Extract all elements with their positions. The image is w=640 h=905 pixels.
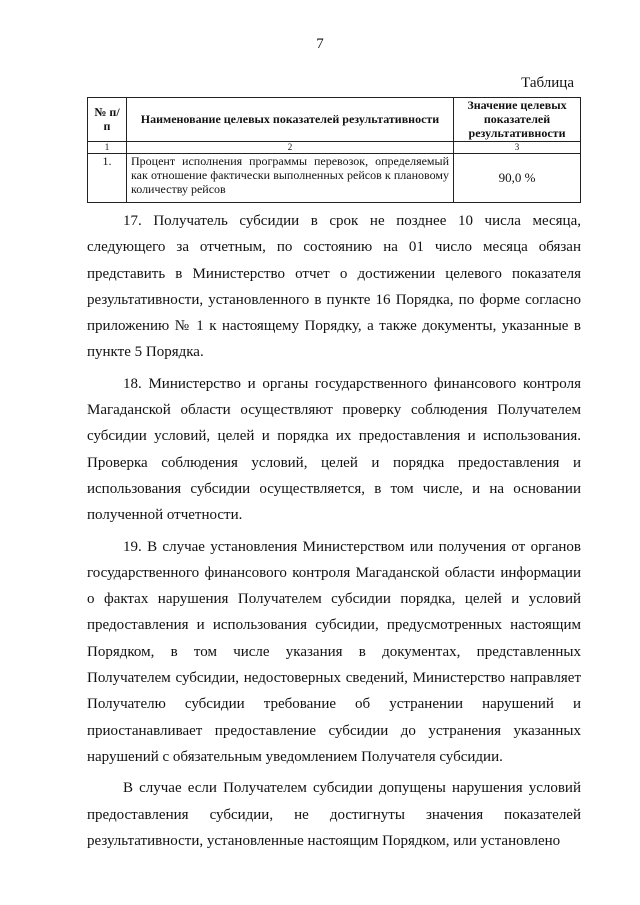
indicators-table <box>87 97 581 203</box>
header-indicator-name: Наименование целевых показателей результативности <box>127 98 454 142</box>
header-number: № п/п <box>88 98 127 142</box>
paragraph-18: 18. Министерство и органы государственного финансового контроля Магаданской области осуществляют проверку соблюдения Получателем субсидии условий, целей и порядка их предоставления и использования. Проверка соблюдения условий, целей и порядка предоставления и использования субсидии осуществляется, в том числе, и на основании полученной отчетности. <box>87 375 581 524</box>
paragraph-19-continuation: В случае если Получателем субсидии допущены нарушения условий предоставления субсидии, не достигнуты значения показателей результативности, установленные настоящим Порядком, или установлено <box>87 780 581 849</box>
column-number-1: 1 <box>88 142 127 154</box>
document-body <box>87 208 581 859</box>
column-number-3: 3 <box>454 142 581 154</box>
table-header-row <box>88 98 581 142</box>
column-number-2: 2 <box>127 142 454 154</box>
row-indicator-value: 90,0 % <box>454 154 581 203</box>
table-column-numbers-row <box>88 142 581 154</box>
paragraph-19: 19. В случае установления Министерством или получения от органов государственного финансового контроля Магаданской области информации о фактах нарушения Получателем субсидии порядка, целей и условий предоставления и использования субсидии, предусмотренных настоящим Порядком, в том числе указания в документах, представленных Получателем субсидии, недостоверных сведений, Министерство направляет Получателю субсидии требование об устранении нарушений и приостанавливает предоставление субсидии до устранения указанных нарушений с обязательным уведомлением Получателя субсидии. <box>87 538 581 765</box>
paragraph-17: 17. Получатель субсидии в срок не позднее 10 числа месяца, следующего за отчетным, по состоянию на 01 число месяца обязан представить в Министерство отчет о достижении целевого показателя результативности, установленного в пункте 16 Порядка, по форме согласно приложению № 1 к настоящему Порядку, а также документы, указанные в пункте 5 Порядка. <box>87 213 581 361</box>
page-number: 7 <box>316 36 324 52</box>
row-number: 1. <box>88 154 127 203</box>
row-indicator-name: Процент исполнения программы перевозок, определяемый как отношение фактически выполненных рейсов к плановому количеству рейсов <box>127 154 454 203</box>
table-caption: Таблица <box>521 75 574 91</box>
header-indicator-value: Значение целевых показателей результативности <box>454 98 581 142</box>
table-row <box>88 154 581 203</box>
